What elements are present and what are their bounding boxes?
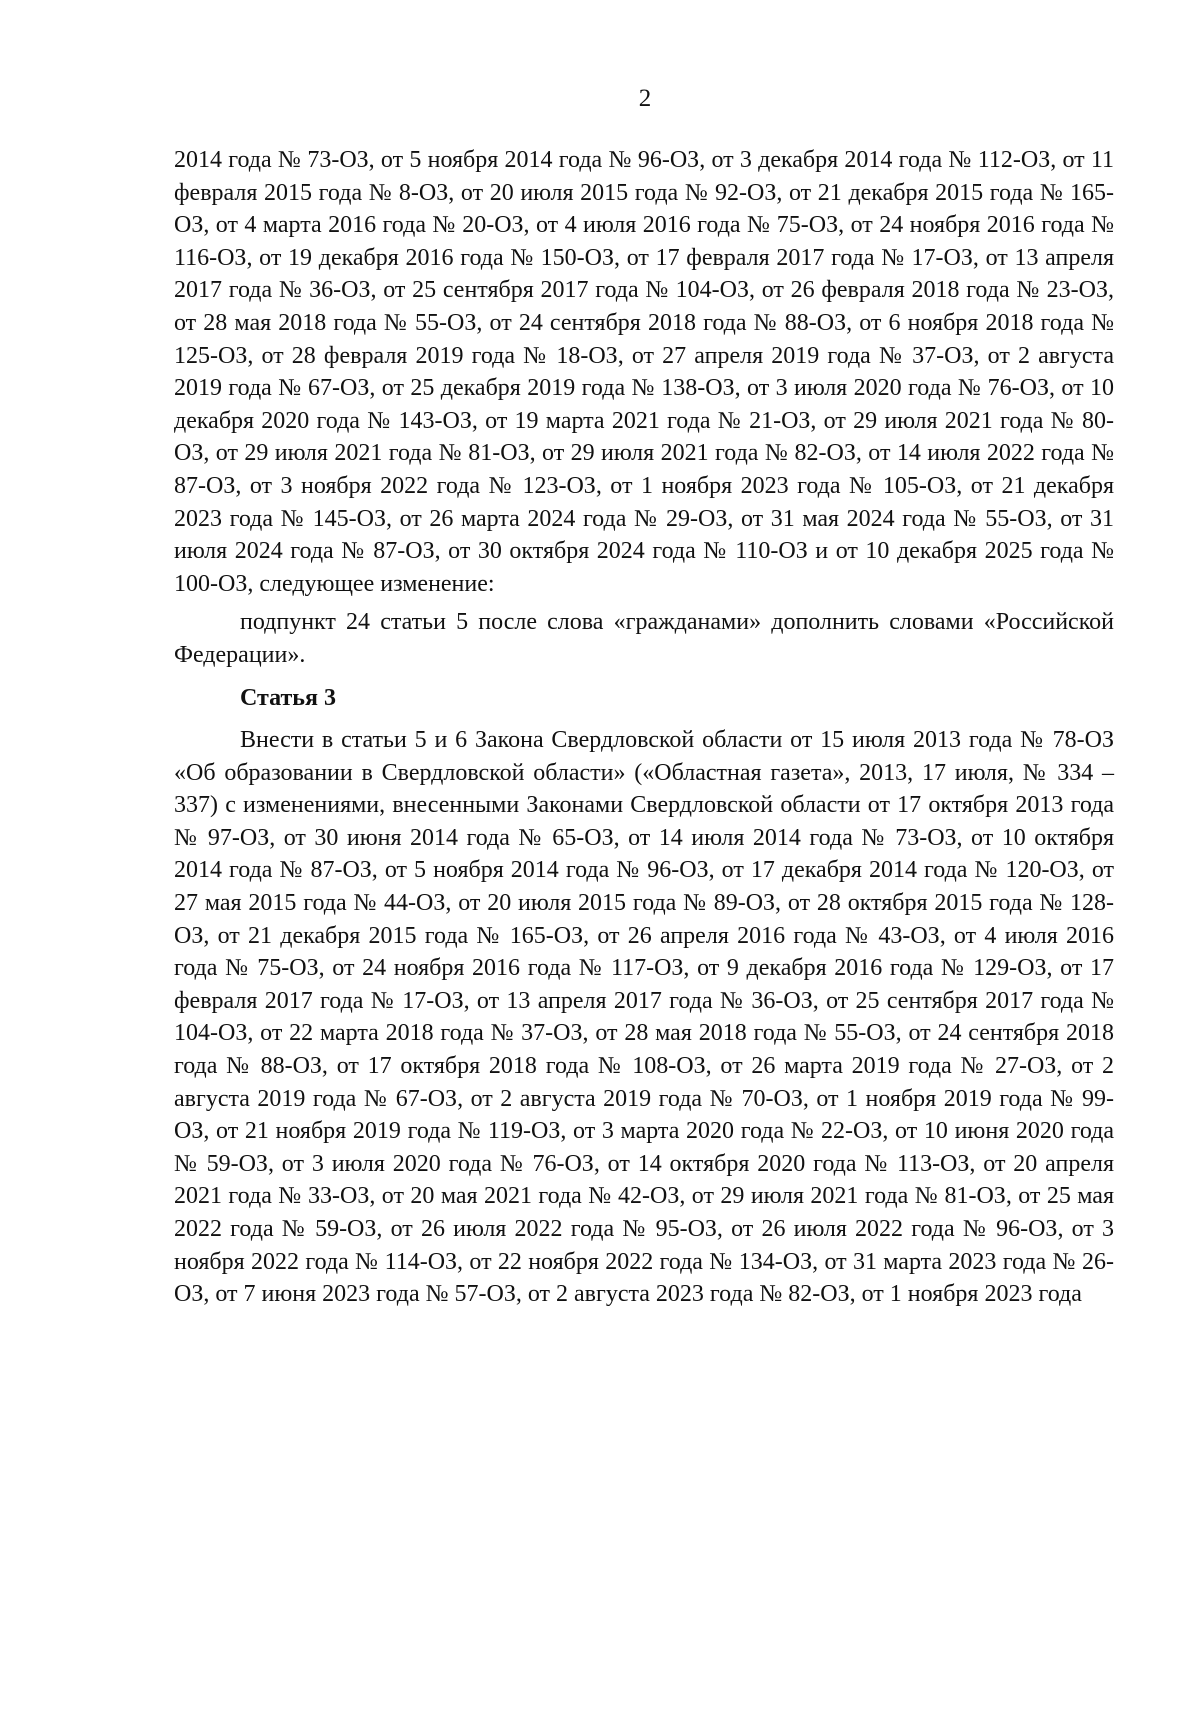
paragraph-amendment-list: 2014 года № 73-ОЗ, от 5 ноября 2014 года № 96-ОЗ, от 3 декабря 2014 года № 112-ОЗ, от 11 февраля 2015 года № 8-ОЗ, от 20 июля 2015 года № 92-ОЗ, от 21 декабря 2015 года № 165-ОЗ, от 4 марта 2016 года № 20-ОЗ, от 4 июля 2016 года № 75-ОЗ, от 24 ноября 2016 года № 116-ОЗ, от 19 декабря 2016 года № 150-ОЗ, от 17 февраля 2017 года № 17-ОЗ, от 13 апреля 2017 года № 36-ОЗ, от 25 сентября 2017 года № 104-ОЗ, от 26 февраля 2018 года № 23-ОЗ, от 28 мая 2018 года № 55-ОЗ, от 24 сентября 2018 года № 88-ОЗ, от 6 ноября 2018 года № 125-ОЗ, от 28 февраля 2019 года № 18-ОЗ, от 27 апреля 2019 года № 37-ОЗ, от 2 августа 2019 года № 67-ОЗ, от 25 декабря 2019 года № 138-ОЗ, от 3 июля 2020 года № 76-ОЗ, от 10 декабря 2020 года № 143-ОЗ, от 19 марта 2021 года № 21-ОЗ, от 29 июля 2021 года № 80-ОЗ, от 29 июля 2021 года № 81-ОЗ, от 29 июля 2021 года № 82-ОЗ, от 14 июля 2022 года № 87-ОЗ, от 3 ноября 2022 года № 123-ОЗ, от 1 ноября 2023 года № 105-ОЗ, от 21 декабря 2023 года № 145-ОЗ, от 26 марта 2024 года № 29-ОЗ, от 31 мая 2024 года № 55-ОЗ, от 31 июля 2024 года № 87-ОЗ, от 30 октября 2024 года № 110-ОЗ и от 10 декабря 2025 года № 100-ОЗ, следующее изменение: <box>174 147 1114 597</box>
document-body <box>174 144 1114 1311</box>
paragraph-amendment-text: подпункт 24 статьи 5 после слова «гражданами» дополнить словами «Российской Федерации». <box>174 609 1114 668</box>
paragraph-article-3: Внести в статьи 5 и 6 Закона Свердловской области от 15 июля 2013 года № 78-ОЗ «Об образовании в Свердловской области» («Областная газета», 2013, 17 июля, № 334 – 337) с изменениями, внесенными Законами Свердловской области от 17 октября 2013 года № 97-ОЗ, от 30 июня 2014 года № 65-ОЗ, от 14 июля 2014 года № 73-ОЗ, от 10 октября 2014 года № 87-ОЗ, от 5 ноября 2014 года № 96-ОЗ, от 17 декабря 2014 года № 120-ОЗ, от 27 мая 2015 года № 44-ОЗ, от 20 июля 2015 года № 89-ОЗ, от 28 октября 2015 года № 128-ОЗ, от 21 декабря 2015 года № 165-ОЗ, от 26 апреля 2016 года № 43-ОЗ, от 4 июля 2016 года № 75-ОЗ, от 24 ноября 2016 года № 117-ОЗ, от 9 декабря 2016 года № 129-ОЗ, от 17 февраля 2017 года № 17-ОЗ, от 13 апреля 2017 года № 36-ОЗ, от 25 сентября 2017 года № 104-ОЗ, от 22 марта 2018 года № 37-ОЗ, от 28 мая 2018 года № 55-ОЗ, от 24 сентября 2018 года № 88-ОЗ, от 17 октября 2018 года № 108-ОЗ, от 26 марта 2019 года № 27-ОЗ, от 2 августа 2019 года № 67-ОЗ, от 2 августа 2019 года № 70-ОЗ, от 1 ноября 2019 года № 99-ОЗ, от 21 ноября 2019 года № 119-ОЗ, от 3 марта 2020 года № 22-ОЗ, от 10 июня 2020 года № 59-ОЗ, от 3 июля 2020 года № 76-ОЗ, от 14 октября 2020 года № 113-ОЗ, от 20 апреля 2021 года № 33-ОЗ, от 20 мая 2021 года № 42-ОЗ, от 29 июля 2021 года № 81-ОЗ, от 25 мая 2022 года № 59-ОЗ, от 26 июля 2022 года № 95-ОЗ, от 26 июля 2022 года № 96-ОЗ, от 3 ноября 2022 года № 114-ОЗ, от 22 ноября 2022 года № 134-ОЗ, от 31 марта 2023 года № 26-ОЗ, от 7 июня 2023 года № 57-ОЗ, от 2 августа 2023 года № 82-ОЗ, от 1 ноября 2023 года <box>174 727 1114 1308</box>
article-heading: Статья 3 <box>240 684 336 711</box>
page-number: 2 <box>638 85 652 112</box>
